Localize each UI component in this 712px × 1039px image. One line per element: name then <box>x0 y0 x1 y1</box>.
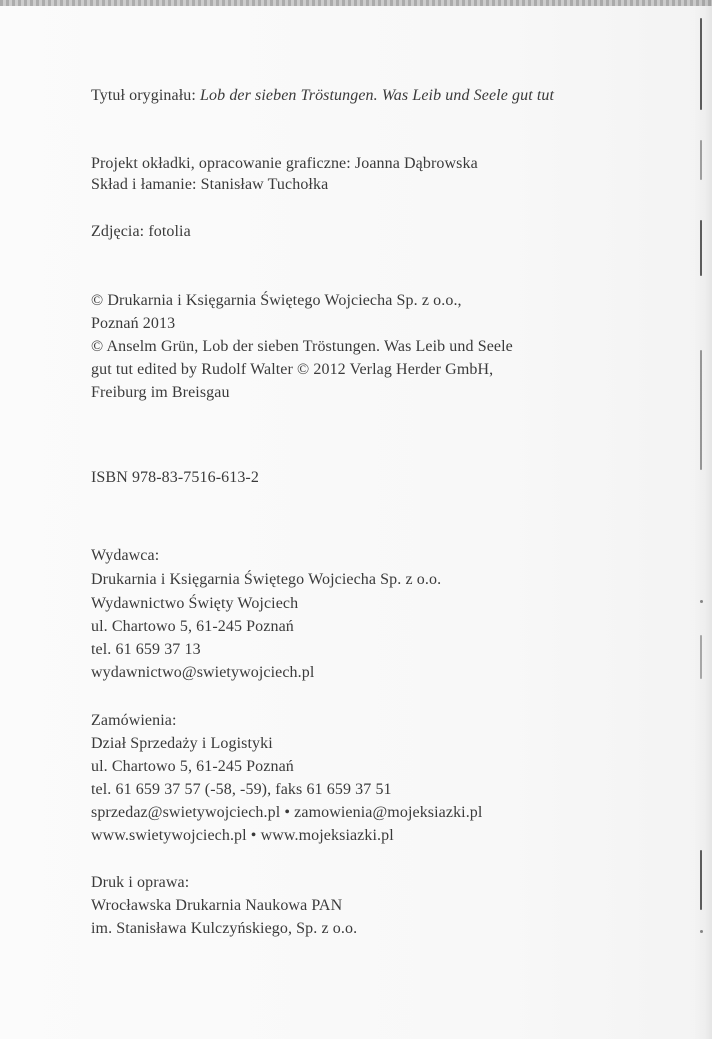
print-heading: Druk i oprawa: <box>91 874 190 891</box>
cover-design-credit: Projekt okładki, opracowanie graficzne: Joanna Dąbrowska <box>91 155 478 172</box>
publisher-phone: tel. 61 659 37 13 <box>91 641 201 658</box>
printer-name: Wrocławska Drukarnia Naukowa PAN <box>91 897 343 914</box>
copyright-line: © Anselm Grün, Lob der sieben Tröstungen. Was Leib und Seele <box>91 338 513 355</box>
copyright-line: Freiburg im Breisgau <box>91 384 230 401</box>
publisher-address: ul. Chartowo 5, 61-245 Poznań <box>91 618 294 635</box>
publisher-email: wydawnictwo@swietywojciech.pl <box>91 664 315 681</box>
orders-heading: Zamówienia: <box>91 712 177 729</box>
edge-dot <box>700 600 703 603</box>
original-title: Lob der sieben Tröstungen. Was Leib und Seele gut tut <box>200 87 555 104</box>
orders-emails: sprzedaz@swietywojciech.pl • zamowienia@mojeksiazki.pl <box>91 804 483 821</box>
publisher-heading: Wydawca: <box>91 547 160 564</box>
edge-mark <box>700 850 702 910</box>
orders-websites: www.swietywojciech.pl • www.mojeksiazki.pl <box>91 827 394 844</box>
edge-mark <box>700 140 702 180</box>
edge-mark <box>700 350 702 470</box>
original-title-line <box>91 86 554 106</box>
orders-phone-fax: tel. 61 659 37 57 (-58, -59), faks 61 659 37 51 <box>91 781 392 798</box>
typesetting-credit: Skład i łamanie: Stanisław Tuchołka <box>91 176 329 193</box>
orders-address: ul. Chartowo 5, 61-245 Poznań <box>91 758 294 775</box>
edge-dot <box>700 930 703 933</box>
copyright-line: Poznań 2013 <box>91 315 176 332</box>
edge-mark <box>700 18 702 110</box>
printer-name-cont: im. Stanisława Kulczyńskiego, Sp. z o.o. <box>91 920 358 937</box>
edge-mark <box>700 635 702 679</box>
copyright-line: © Drukarnia i Księgarnia Świętego Wojciecha Sp. z o.o., <box>91 292 462 309</box>
original-title-label: Tytuł oryginału: <box>91 87 196 104</box>
copyright-line: gut tut edited by Rudolf Walter © 2012 Verlag Herder GmbH, <box>91 361 494 378</box>
scan-top-edge <box>0 0 712 6</box>
isbn: ISBN 978-83-7516-613-2 <box>91 469 259 486</box>
publisher-line: Drukarnia i Księgarnia Świętego Wojciecha Sp. z o.o. <box>91 571 442 588</box>
edge-mark <box>700 220 702 276</box>
orders-department: Dział Sprzedaży i Logistyki <box>91 735 273 752</box>
scan-right-edge-shadow <box>694 0 712 1039</box>
publisher-line: Wydawnictwo Święty Wojciech <box>91 595 299 612</box>
photo-credit: Zdjęcia: fotolia <box>91 223 191 240</box>
